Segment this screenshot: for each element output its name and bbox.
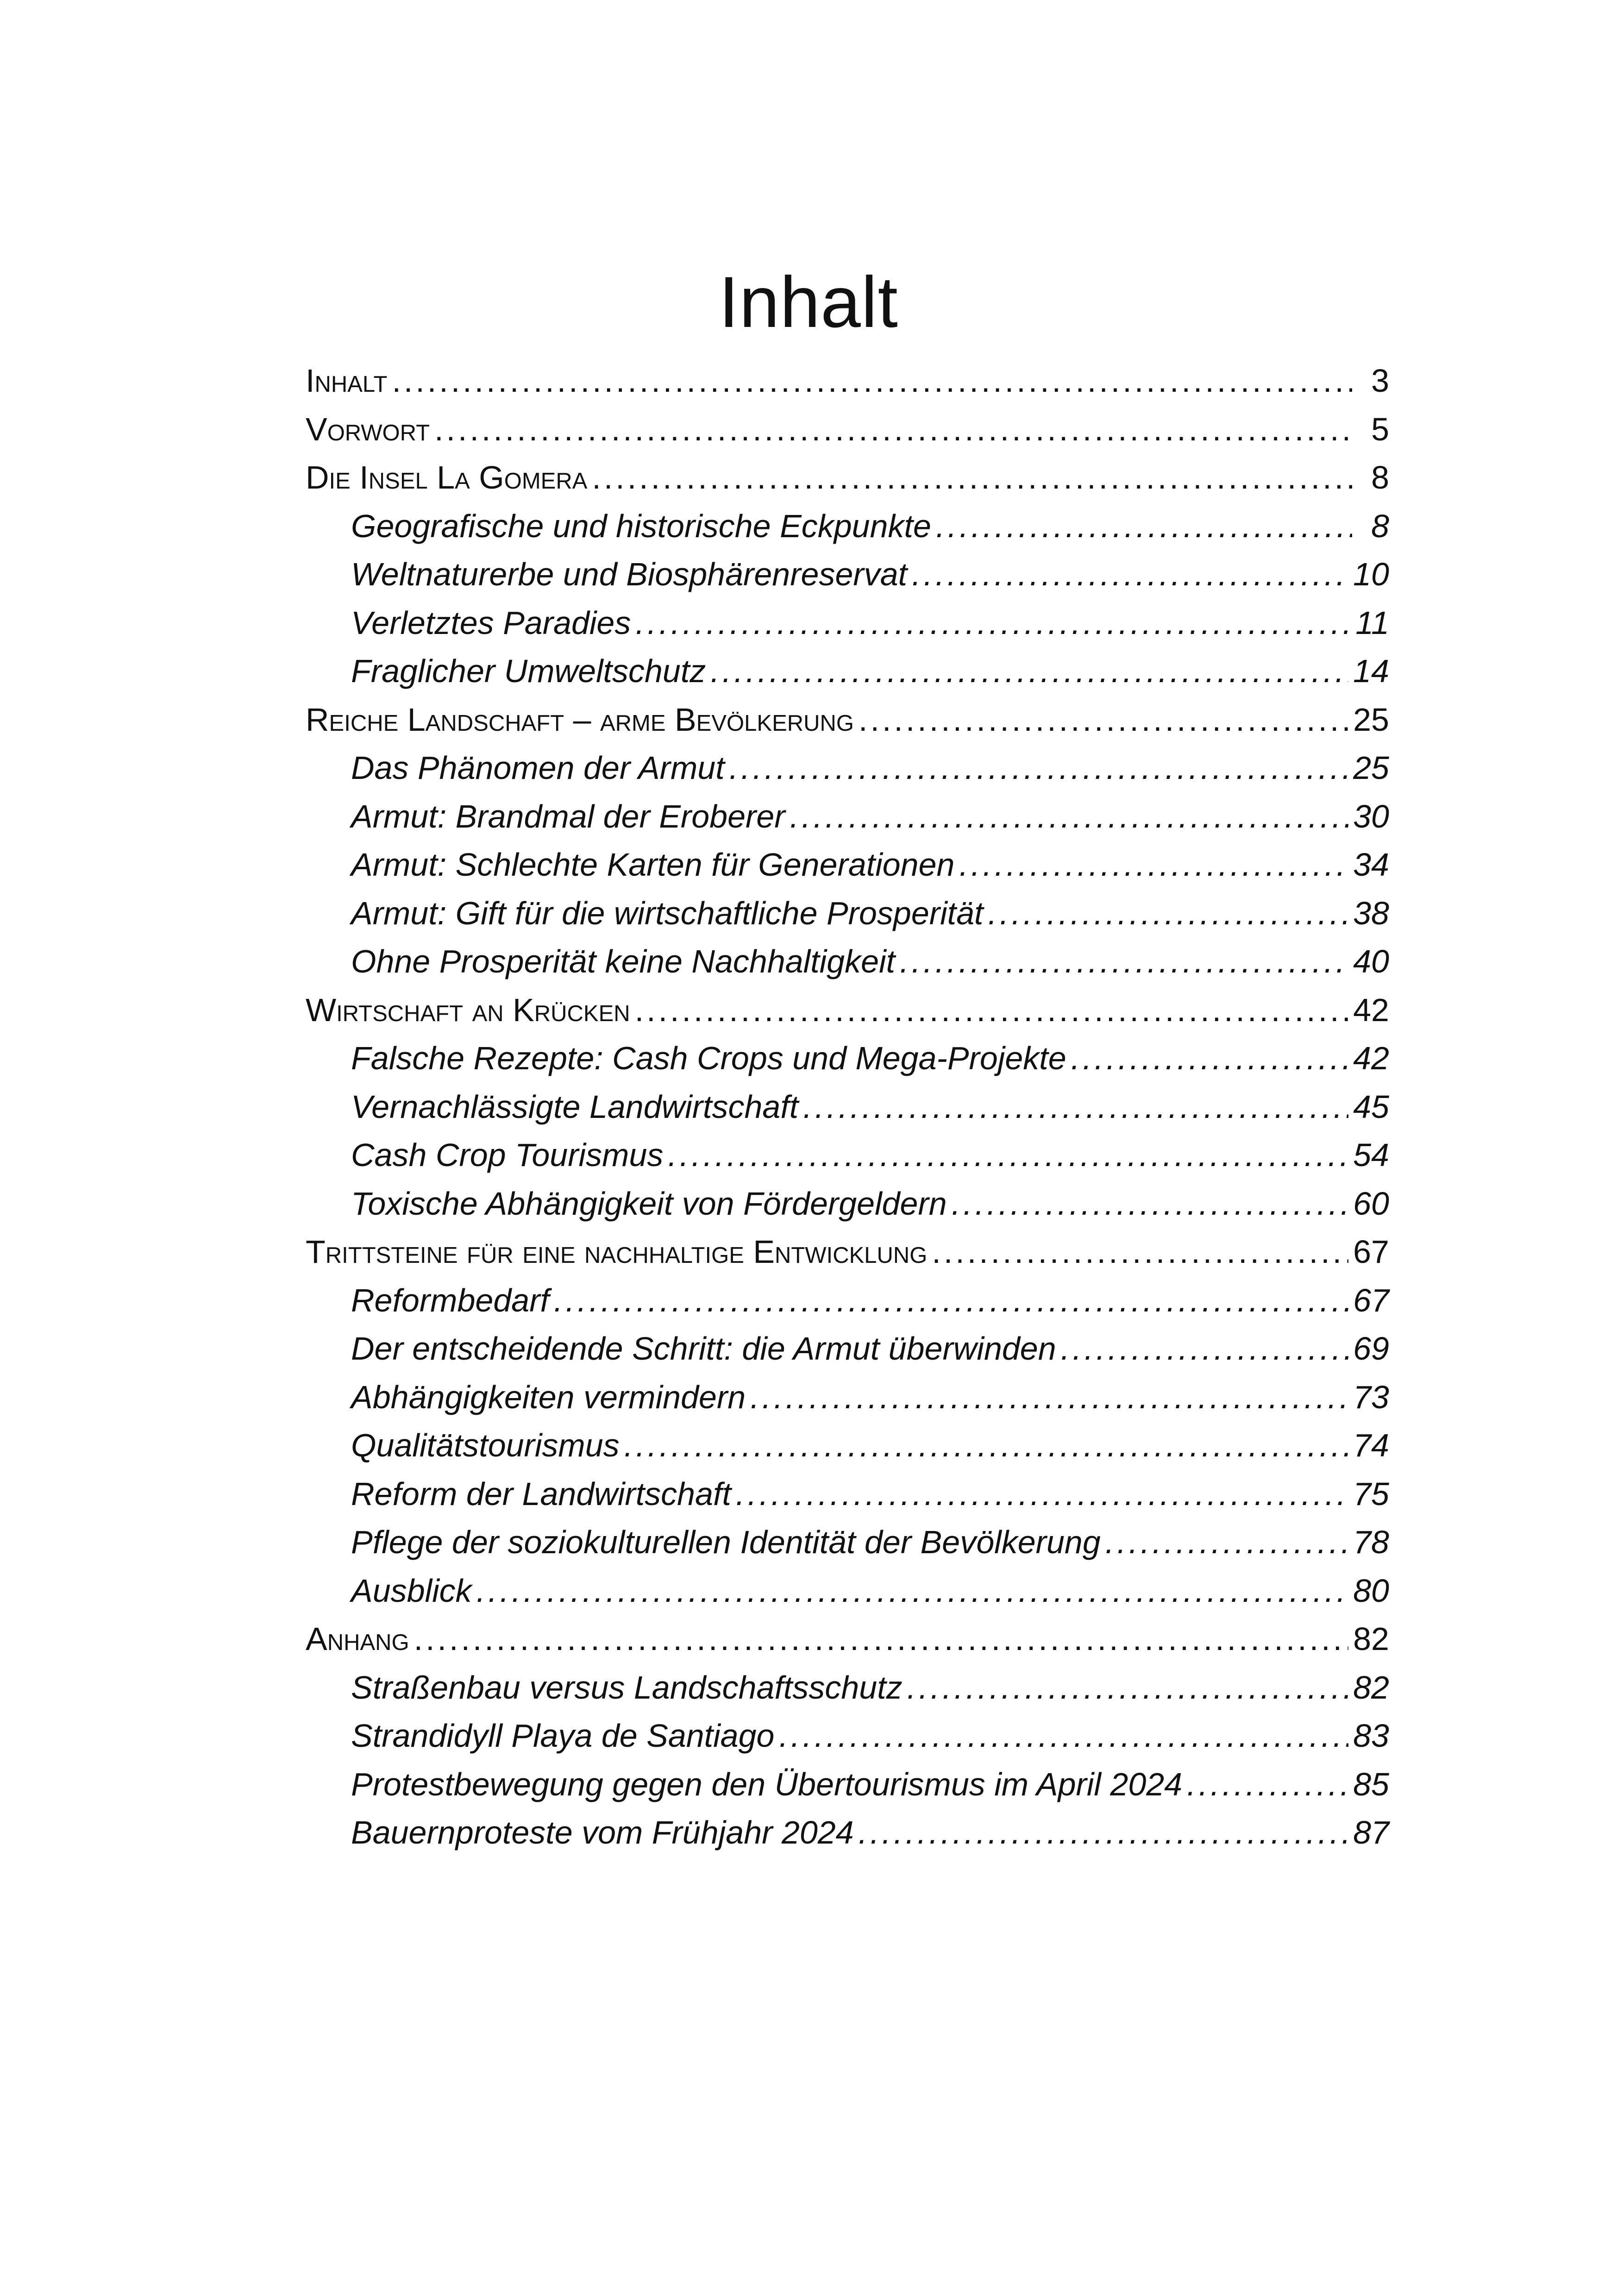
toc-section-entry[interactable] bbox=[306, 744, 1389, 792]
toc-leader-dots bbox=[736, 1470, 1348, 1518]
toc-entry-title: Weltnaturerbe und Biosphärenreservat bbox=[351, 556, 908, 592]
toc-section-entry[interactable] bbox=[306, 1131, 1389, 1179]
toc-leader-dots bbox=[1071, 1034, 1348, 1083]
toc-chapter-entry[interactable] bbox=[306, 1228, 1389, 1276]
toc-section-entry[interactable] bbox=[306, 889, 1389, 938]
toc-entry-title: Ausblick bbox=[351, 1572, 472, 1609]
toc-leader-dots bbox=[668, 1131, 1348, 1179]
toc-section-entry[interactable] bbox=[306, 792, 1389, 841]
toc-entry-title: Die Insel La Gomera bbox=[306, 459, 588, 496]
toc-page-number: 60 bbox=[1353, 1185, 1389, 1222]
toc-page-number: 34 bbox=[1353, 847, 1389, 883]
toc-entry-title: Toxische Abhängigkeit von Fördergeldern bbox=[351, 1185, 947, 1222]
toc-chapter-entry[interactable] bbox=[306, 357, 1389, 405]
toc-page-number: 67 bbox=[1353, 1282, 1389, 1318]
toc-page-number: 67 bbox=[1353, 1234, 1389, 1270]
toc-leader-dots bbox=[859, 1808, 1349, 1857]
toc-chapter-entry[interactable] bbox=[306, 453, 1389, 502]
toc-leader-dots bbox=[790, 792, 1349, 841]
toc-entry-title: Strandidyll Playa de Santiago bbox=[351, 1718, 775, 1754]
toc-entry-title: Armut: Gift für die wirtschaftliche Prosperität bbox=[351, 895, 984, 931]
toc-section-entry[interactable] bbox=[306, 550, 1389, 599]
toc-chapter-entry[interactable] bbox=[306, 1615, 1389, 1663]
toc-leader-dots bbox=[932, 1228, 1348, 1276]
toc-entry-title: Das Phänomen der Armut bbox=[351, 750, 725, 786]
toc-page-number: 73 bbox=[1353, 1379, 1389, 1415]
toc-page-number: 25 bbox=[1353, 701, 1389, 738]
toc-page-number: 42 bbox=[1353, 1040, 1389, 1076]
toc-entry-title: Trittsteine für eine nachhaltige Entwicklung bbox=[306, 1234, 928, 1270]
toc-section-entry[interactable] bbox=[306, 1663, 1389, 1712]
toc-leader-dots bbox=[635, 986, 1348, 1035]
toc-page-number: 11 bbox=[1355, 604, 1389, 641]
toc-leader-dots bbox=[900, 937, 1348, 986]
toc-entry-title: Anhang bbox=[306, 1621, 409, 1657]
toc-entry-title: Vernachlässigte Landwirtschaft bbox=[351, 1088, 799, 1125]
toc-entry-title: Inhalt bbox=[306, 363, 388, 399]
toc-entry-title: Pflege der soziokulturellen Identität der Bevölkerung bbox=[351, 1524, 1101, 1560]
toc-section-entry[interactable] bbox=[306, 502, 1389, 551]
toc-entry-title: Abhängigkeiten vermindern bbox=[351, 1379, 746, 1415]
toc-page-number: 54 bbox=[1353, 1137, 1389, 1173]
toc-page-number: 83 bbox=[1353, 1718, 1389, 1754]
toc-leader-dots bbox=[1187, 1760, 1348, 1809]
toc-page-number: 40 bbox=[1353, 943, 1389, 979]
toc-page-number: 74 bbox=[1353, 1427, 1389, 1463]
toc-page-number: 3 bbox=[1371, 363, 1389, 399]
toc-section-entry[interactable] bbox=[306, 1373, 1389, 1422]
toc-section-entry[interactable] bbox=[306, 599, 1389, 647]
toc-section-entry[interactable] bbox=[306, 937, 1389, 986]
toc-page-number: 78 bbox=[1353, 1524, 1389, 1560]
toc-section-entry[interactable] bbox=[306, 1760, 1389, 1809]
toc-leader-dots bbox=[554, 1276, 1348, 1325]
toc-entry-title: Protestbewegung gegen den Übertourismus im April 2024 bbox=[351, 1766, 1183, 1802]
toc-leader-dots bbox=[959, 841, 1348, 889]
toc-leader-dots bbox=[592, 453, 1352, 502]
toc-section-entry[interactable] bbox=[306, 1712, 1389, 1760]
toc-leader-dots bbox=[1061, 1324, 1348, 1373]
toc-entry-title: Armut: Schlechte Karten für Generationen bbox=[351, 847, 955, 883]
toc-leader-dots bbox=[907, 1663, 1348, 1712]
toc-entry-title: Wirtschaft an Krücken bbox=[306, 991, 630, 1028]
toc-entry-title: Reiche Landschaft – arme Bevölkerung bbox=[306, 701, 854, 738]
toc-entry-title: Bauernproteste vom Frühjahr 2024 bbox=[351, 1814, 854, 1851]
toc-leader-dots bbox=[859, 696, 1348, 744]
toc-entry-title: Vorwort bbox=[306, 411, 430, 447]
toc-page-number: 14 bbox=[1353, 653, 1389, 689]
toc-page-number: 87 bbox=[1353, 1814, 1389, 1851]
toc-section-entry[interactable] bbox=[306, 841, 1389, 889]
toc-leader-dots bbox=[434, 405, 1352, 454]
toc-chapter-entry[interactable] bbox=[306, 696, 1389, 744]
toc-section-entry[interactable] bbox=[306, 1470, 1389, 1518]
toc-section-entry[interactable] bbox=[306, 1083, 1389, 1131]
toc-entry-title: Straßenbau versus Landschaftsschutz bbox=[351, 1669, 903, 1706]
toc-page-number: 10 bbox=[1353, 556, 1389, 592]
toc-page-number: 25 bbox=[1353, 750, 1389, 786]
toc-page-number: 30 bbox=[1353, 798, 1389, 834]
toc-page-number: 45 bbox=[1353, 1088, 1389, 1125]
toc-section-entry[interactable] bbox=[306, 1034, 1389, 1083]
toc-page-number: 42 bbox=[1353, 991, 1389, 1028]
toc-section-entry[interactable] bbox=[306, 1179, 1389, 1228]
toc-section-entry[interactable] bbox=[306, 1324, 1389, 1373]
toc-entry-title: Qualitätstourismus bbox=[351, 1427, 620, 1463]
page-title: Inhalt bbox=[719, 262, 898, 343]
toc-page-number: 69 bbox=[1353, 1330, 1389, 1367]
toc-section-entry[interactable] bbox=[306, 1421, 1389, 1470]
toc-leader-dots bbox=[952, 1179, 1348, 1228]
toc-page-number: 5 bbox=[1371, 411, 1389, 447]
toc-leader-dots bbox=[779, 1712, 1348, 1760]
toc-leader-dots bbox=[1105, 1518, 1348, 1567]
toc-entry-title: Der entscheidende Schritt: die Armut überwinden bbox=[351, 1330, 1056, 1367]
toc-leader-dots bbox=[729, 744, 1348, 792]
toc-page-number: 75 bbox=[1353, 1475, 1389, 1512]
toc-leader-dots bbox=[624, 1421, 1348, 1470]
toc-leader-dots bbox=[635, 599, 1351, 647]
toc-leader-dots bbox=[750, 1373, 1348, 1422]
toc-section-entry[interactable] bbox=[306, 1567, 1389, 1615]
toc-entry-title: Fraglicher Umweltschutz bbox=[351, 653, 706, 689]
toc-leader-dots bbox=[710, 647, 1348, 696]
toc-chapter-entry[interactable] bbox=[306, 405, 1389, 454]
toc-leader-dots bbox=[988, 889, 1348, 938]
toc-page-number: 8 bbox=[1371, 508, 1389, 544]
toc-page-number: 80 bbox=[1353, 1572, 1389, 1609]
toc-page-number: 85 bbox=[1353, 1766, 1389, 1802]
toc-leader-dots bbox=[392, 357, 1352, 405]
toc-page-number: 82 bbox=[1353, 1621, 1389, 1657]
toc-entry-title: Falsche Rezepte: Cash Crops und Mega-Projekte bbox=[351, 1040, 1066, 1076]
toc-leader-dots bbox=[476, 1567, 1348, 1615]
toc-leader-dots bbox=[803, 1083, 1348, 1131]
toc-section-entry[interactable] bbox=[306, 1276, 1389, 1325]
toc-section-entry[interactable] bbox=[306, 1808, 1389, 1857]
toc-entry-title: Armut: Brandmal der Eroberer bbox=[351, 798, 785, 834]
toc-page-number: 38 bbox=[1353, 895, 1389, 931]
toc-section-entry[interactable] bbox=[306, 647, 1389, 696]
toc-page-number: 82 bbox=[1353, 1669, 1389, 1706]
toc-entry-title: Reform der Landwirtschaft bbox=[351, 1475, 731, 1512]
table-of-contents bbox=[306, 357, 1389, 1857]
toc-entry-title: Verletztes Paradies bbox=[351, 604, 631, 641]
toc-chapter-entry[interactable] bbox=[306, 986, 1389, 1035]
toc-leader-dots bbox=[912, 550, 1348, 599]
toc-entry-title: Cash Crop Tourismus bbox=[351, 1137, 664, 1173]
toc-leader-dots bbox=[936, 502, 1352, 551]
toc-section-entry[interactable] bbox=[306, 1518, 1389, 1567]
toc-entry-title: Ohne Prosperität keine Nachhaltigkeit bbox=[351, 943, 896, 979]
toc-entry-title: Geografische und historische Eckpunkte bbox=[351, 508, 931, 544]
toc-page-number: 8 bbox=[1371, 459, 1389, 496]
toc-entry-title: Reformbedarf bbox=[351, 1282, 549, 1318]
toc-leader-dots bbox=[414, 1615, 1348, 1663]
